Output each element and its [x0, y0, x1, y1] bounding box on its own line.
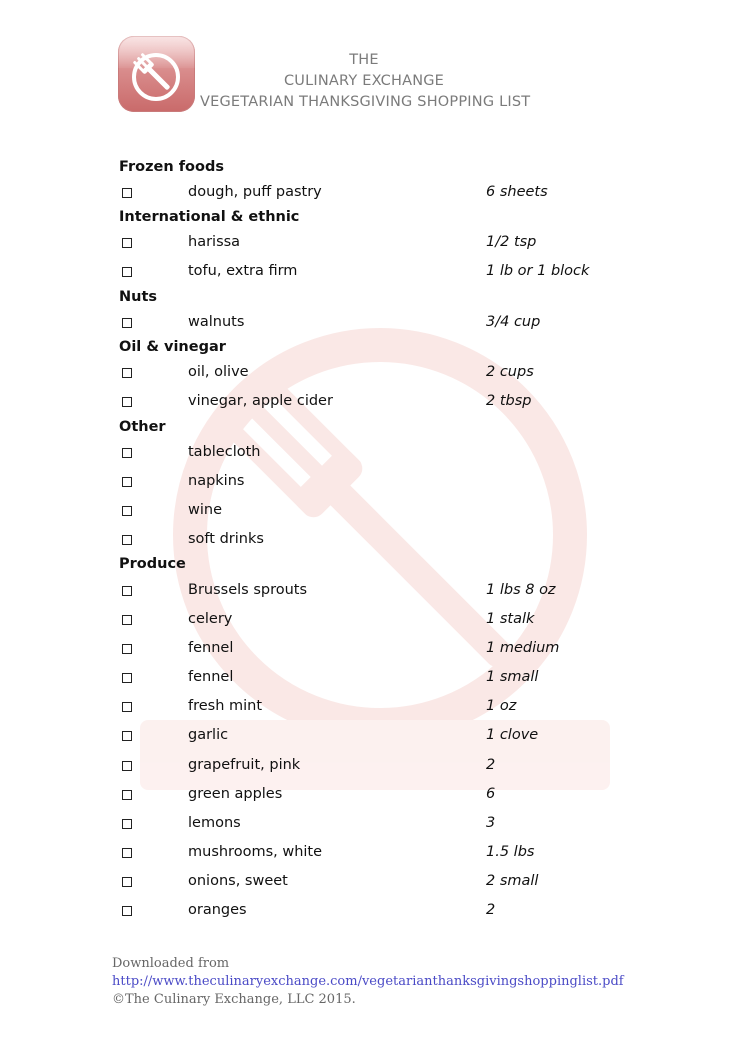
item-name: napkins [188, 473, 245, 489]
list-item [0, 698, 743, 718]
item-name: oil, olive [188, 364, 249, 380]
checkbox[interactable] [122, 188, 132, 198]
item-name: fennel [188, 640, 234, 656]
culinary-exchange-logo [118, 36, 195, 112]
list-item [0, 640, 743, 660]
checkbox[interactable] [122, 448, 132, 458]
footer-copyright: ©The Culinary Exchange, LLC 2015. [112, 992, 356, 1007]
checkbox[interactable] [122, 819, 132, 829]
checkbox[interactable] [122, 535, 132, 545]
checkbox[interactable] [122, 644, 132, 654]
item-name: green apples [188, 786, 283, 802]
item-quantity: 1 small [486, 669, 539, 685]
item-name: wine [188, 502, 222, 518]
footer [112, 955, 624, 1009]
title-line-3: VEGETARIAN THANKSGIVING SHOPPING LIST [200, 94, 531, 110]
list-item [0, 669, 743, 689]
item-name: mushrooms, white [188, 844, 323, 860]
item-name: garlic [188, 727, 229, 743]
list-item [0, 234, 743, 254]
item-name: dough, puff pastry [188, 184, 322, 200]
item-name: grapefruit, pink [188, 757, 301, 773]
checkbox[interactable] [122, 368, 132, 378]
checkbox[interactable] [122, 702, 132, 712]
item-quantity: 1/2 tsp [486, 234, 537, 250]
checkbox[interactable] [122, 906, 132, 916]
checkbox[interactable] [122, 761, 132, 771]
list-item [0, 902, 743, 922]
title-line-1: THE [349, 52, 379, 68]
item-name: lemons [188, 815, 241, 831]
item-quantity: 2 [486, 757, 496, 773]
list-item [0, 757, 743, 777]
category-oil-vinegar: Oil & vinegar [119, 339, 226, 355]
item-quantity: 2 tbsp [486, 393, 532, 409]
category-frozen-foods: Frozen foods [119, 159, 224, 175]
checkbox[interactable] [122, 238, 132, 248]
item-name: tofu, extra firm [188, 263, 298, 279]
item-name: soft drinks [188, 531, 264, 547]
footer-downloaded-from: Downloaded from [112, 956, 230, 971]
checkbox[interactable] [122, 586, 132, 596]
list-item [0, 582, 743, 602]
list-item [0, 393, 743, 413]
list-item [0, 727, 743, 747]
item-quantity: 6 sheets [486, 184, 548, 200]
list-item [0, 611, 743, 631]
checkbox[interactable] [122, 848, 132, 858]
checkbox[interactable] [122, 731, 132, 741]
title-line-2: CULINARY EXCHANGE [283, 73, 445, 89]
item-quantity: 2 cups [486, 364, 534, 380]
list-item [0, 263, 743, 283]
checkbox[interactable] [122, 318, 132, 328]
checkbox[interactable] [122, 673, 132, 683]
list-item [0, 364, 743, 384]
category-international-ethnic: International & ethnic [119, 209, 300, 225]
item-quantity: 2 [486, 902, 496, 918]
item-quantity: 1.5 lbs [486, 844, 535, 860]
document-title [200, 50, 531, 113]
item-name: fresh mint [188, 698, 263, 714]
footer-url-link[interactable]: http://www.theculinaryexchange.com/vegetarianthanksgivingshoppinglist.pdf [112, 974, 624, 989]
list-item [0, 844, 743, 864]
list-item [0, 815, 743, 835]
list-item [0, 531, 743, 551]
checkbox[interactable] [122, 267, 132, 277]
list-item [0, 473, 743, 493]
item-name: vinegar, apple cider [188, 393, 333, 409]
checkbox[interactable] [122, 477, 132, 487]
checkbox[interactable] [122, 790, 132, 800]
category-produce: Produce [119, 556, 186, 572]
item-name: tablecloth [188, 444, 261, 460]
category-nuts: Nuts [119, 289, 158, 305]
item-name: harissa [188, 234, 241, 250]
item-name: oranges [188, 902, 247, 918]
item-quantity: 2 small [486, 873, 539, 889]
item-quantity: 1 oz [486, 698, 517, 714]
item-quantity: 3 [486, 815, 496, 831]
list-item [0, 786, 743, 806]
list-item [0, 184, 743, 204]
item-name: Brussels sprouts [188, 582, 308, 598]
item-quantity: 1 stalk [486, 611, 535, 627]
item-name: fennel [188, 669, 234, 685]
item-name: walnuts [188, 314, 245, 330]
list-item [0, 314, 743, 334]
item-quantity: 1 lb or 1 block [486, 263, 590, 279]
category-other: Other [119, 419, 166, 435]
item-quantity: 1 lbs 8 oz [486, 582, 556, 598]
item-quantity: 6 [486, 786, 496, 802]
checkbox[interactable] [122, 615, 132, 625]
list-item [0, 502, 743, 522]
checkbox[interactable] [122, 506, 132, 516]
list-item [0, 444, 743, 464]
item-name: onions, sweet [188, 873, 288, 889]
item-name: celery [188, 611, 233, 627]
list-item [0, 873, 743, 893]
item-quantity: 1 medium [486, 640, 560, 656]
checkbox[interactable] [122, 397, 132, 407]
item-quantity: 1 clove [486, 727, 539, 743]
checkbox[interactable] [122, 877, 132, 887]
fork-plate-icon [118, 36, 195, 112]
item-quantity: 3/4 cup [486, 314, 541, 330]
